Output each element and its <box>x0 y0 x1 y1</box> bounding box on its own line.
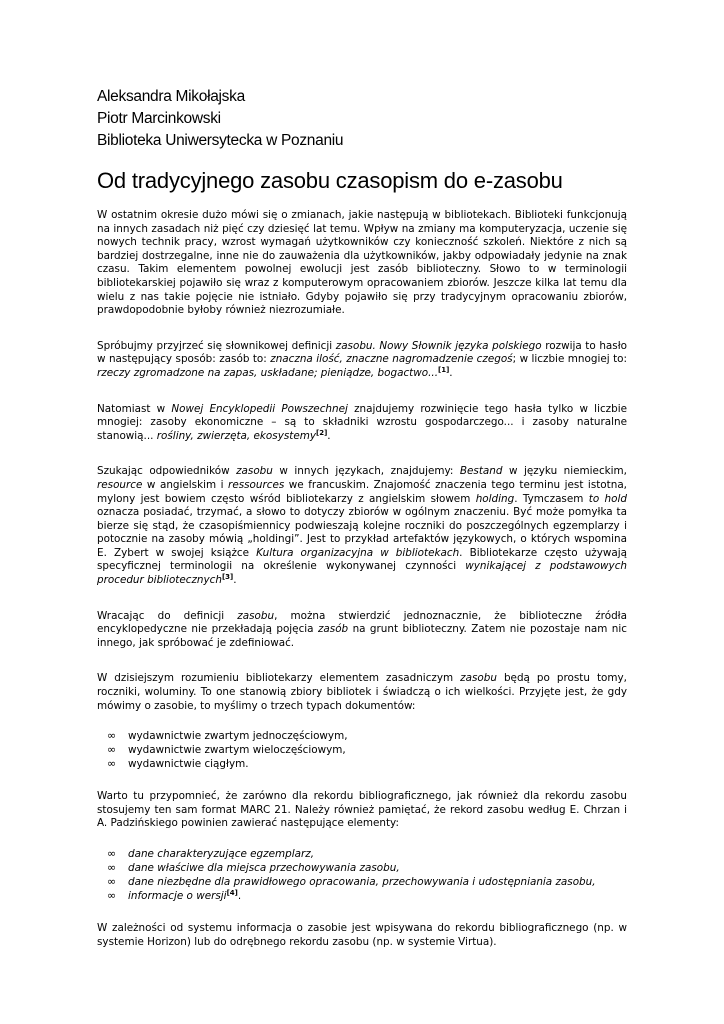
footnote-link[interactable]: [4] <box>226 889 238 897</box>
paragraph: Spróbujmy przyjrzeć się słownikowej definicji zasobu. Nowy Słownik języka polskiego rozwija to hasło w następujący sposób: zasób to: znaczna ilość, znaczne nagromadzenie czegoś; w liczbie mnogiej to: rzeczy zgromadzone na zapas, uskładane; pieniądze, bogactwo...[1]. <box>97 339 628 379</box>
document-body <box>97 209 627 949</box>
list-item: ∞ wydawnictwie zwartym jednoczęściowym, <box>107 729 348 743</box>
footnote-link[interactable]: [2] <box>316 428 328 437</box>
document-title: Od tradycyjnego zasobu czasopism do e-zasobu <box>97 168 563 193</box>
paragraph: Szukając odpowiedników zasobu w innych językach, znajdujemy: Bestand w języku niemieckim, resource w angielskim i ressources we francuskim. Znajomość znaczenia tego terminu jest istotna, mylony jest bowiem często wśród bibliotekarzy z angielskim słowem holding. Tymczasem to hold oznacza posiadać, trzymać, a słowo to dotyczy zbiorów w ogólnym znaczeniu. Być może pomyłka ta bierze się stąd, że czasopiśmiennicy podwieszają kolejne roczniki do poszczególnych egzemplarzy i potocznie na zasoby mówią „holdingi”. Jest to przykład artefaktów językowych, o których wspomina E. Zybert w swojej książce Kultura organizacyjna w bibliotekach. Bibliotekarze często używają specyficznej terminologii na określenie wykonywanej czynności wynikającej z podstawowych procedur bibliotecznych[3]. <box>97 465 628 587</box>
author-name: Piotr Marcinkowski <box>97 110 221 127</box>
list-item: ∞ dane niezbędne dla prawidłowego opracowania, przechowywania i udostępniania zasobu, <box>107 875 596 888</box>
document-type-list <box>97 729 627 771</box>
list-item: ∞ informacje o wersji[4]. <box>107 889 242 902</box>
infinity-bullet-icon: ∞ <box>107 875 117 888</box>
paragraph: Wracając do definicji zasobu, można stwierdzić jednoznacznie, że biblioteczne źródła encyklopedyczne nie przekładają pojęcia zasób na grunt biblioteczny. Zatem nie pozostaje nam nic innego, jak spróbować je zdefiniować. <box>97 609 627 649</box>
document-page <box>97 86 627 971</box>
infinity-bullet-icon: ∞ <box>107 847 117 860</box>
footnote-link[interactable]: [3] <box>221 573 234 582</box>
infinity-bullet-icon: ∞ <box>107 729 117 743</box>
paragraph: W dzisiejszym rozumieniu bibliotekarzy elementem zasadniczym zasobu będą po prostu tomy, roczniki, woluminy. To one stanowią zbiory bibliotek i świadczą o ich wielkości. Przyjęte jest, że gdy mówimy o zasobie, to myślimy o trzech typach dokumentów: <box>97 672 627 712</box>
infinity-bullet-icon: ∞ <box>107 743 117 757</box>
infinity-bullet-icon: ∞ <box>107 861 117 874</box>
infinity-bullet-icon: ∞ <box>107 757 117 771</box>
list-item: ∞ dane właściwe dla miejsca przechowywania zasobu, <box>107 861 400 874</box>
list-item: ∞ dane charakteryzujące egzemplarz, <box>107 847 314 860</box>
paragraph: W ostatnim okresie dużo mówi się o zmianach, jakie następują w bibliotekach. Biblioteki funkcjonują na innych zasadach niż pięć czy dziesięć lat temu. Wpływ na zmiany ma komputeryzacja, uczenie się nowych technik pracy, wzrost wymagań użytkowników czy konieczność szkoleń. Niektóre z nich są bardziej dostrzegalne, inne nie do zauważenia dla użytkowników, jakby odpowiadały jedynie na znak czasu. Takim elementem powolnej ewolucji jest zasób biblioteczny. Słowo to w terminologii bibliotekarskiej pojawiło się wraz z komputerowym opracowaniem zbiorów. Jeszcze kilka lat temu dla wielu z nas takie pojęcie nie istniało. Gdyby pojawiło się przy tradycyjnym opracowaniu zbiorów, prawdopodobnie byłoby również niezrozumiałe. <box>97 209 627 317</box>
footnote-link[interactable]: [1] <box>438 365 450 374</box>
author-name: Aleksandra Mikołajska <box>97 88 245 105</box>
paragraph: Natomiast w Nowej Encyklopedii Powszechnej znajdujemy rozwinięcie tego hasła tylko w liczbie mnogiej: zasoby ekonomiczne – są to składniki wzrostu gospodarczego... i zasoby naturalne stanowią... rośliny, zwierzęta, ekosystemy[2]. <box>97 402 627 442</box>
paragraph: W zależności od systemu informacja o zasobie jest wpisywana do rekordu bibliograficznego (np. w systemie Horizon) lub do odrębnego rekordu zasobu (np. w systemie Virtua). <box>97 922 627 948</box>
infinity-bullet-icon: ∞ <box>107 889 117 902</box>
paragraph: Warto tu przypomnieć, że zarówno dla rekordu bibliograficznego, jak również dla rekordu zasobu stosujemy ten sam format MARC 21. Należy również pamiętać, że rekord zasobu według E. Chrzan i A. Padzińskiego powinien zawierać następujące elementy: <box>97 790 627 830</box>
record-elements-list <box>97 847 627 903</box>
institution-name: Biblioteka Uniwersytecka w Poznaniu <box>97 132 344 149</box>
author-block <box>97 86 627 152</box>
list-item: ∞ wydawnictwie ciągłym. <box>107 757 249 771</box>
list-item: ∞ wydawnictwie zwartym wieloczęściowym, <box>107 743 346 757</box>
